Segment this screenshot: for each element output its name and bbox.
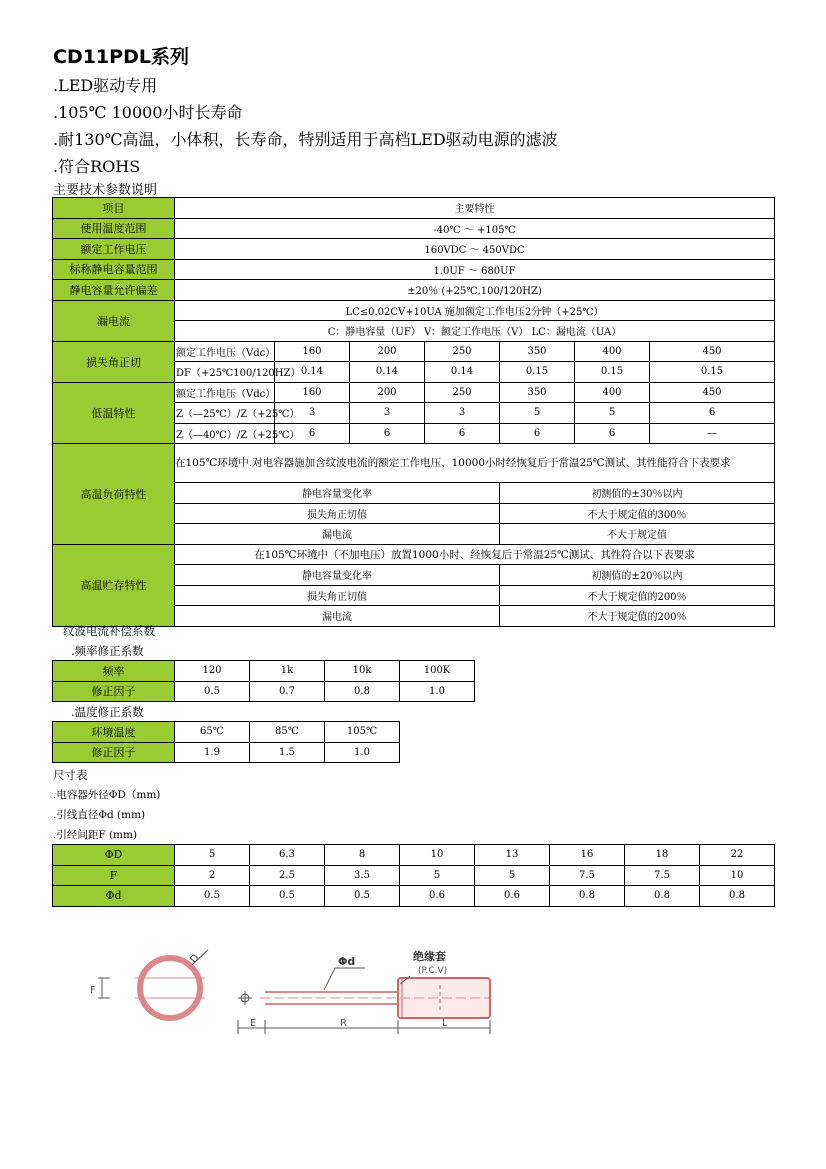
- table-cell: 450: [650, 341, 775, 362]
- table-cell: 0.14: [275, 362, 350, 383]
- table-cell: 250: [425, 382, 500, 403]
- table-cell: 200: [350, 382, 425, 403]
- table-cell: 不大于规定值的200％: [500, 585, 775, 606]
- feature-line: .耐130℃高温，小体积，长寿命，特别适用于高档LED驱动电源的滤波: [53, 130, 558, 149]
- table-cell: 不大于规定值的300％: [500, 503, 775, 524]
- spec-heading: 主要技术参数说明: [53, 183, 158, 198]
- table-cell: 不大于规定值的200％: [500, 606, 775, 627]
- dimension-note: .引经间距F (mm): [53, 829, 138, 841]
- load-life-label: 高温负荷特性: [53, 444, 175, 545]
- table-cell: 漏电流: [175, 606, 500, 627]
- table-cell: 2.5: [250, 865, 325, 886]
- tolerance-value: ±20％ (+25℃.100/120HZ): [175, 280, 775, 301]
- table-cell: 0.8: [625, 886, 700, 907]
- table-cell: 10k: [325, 661, 400, 682]
- f-dim-label: F: [90, 985, 96, 996]
- table-cell: 160: [275, 382, 350, 403]
- freq-table: [52, 660, 475, 702]
- d-dim-label: D: [188, 952, 202, 966]
- table-row: [53, 742, 400, 763]
- rated-voltage-label: 额定工作电压: [53, 239, 175, 260]
- table-row: [53, 865, 775, 886]
- spec-table: [52, 197, 775, 627]
- table-cell: 初测值的±20％以内: [500, 565, 775, 586]
- table-cell: 6: [650, 403, 775, 424]
- table-cell: 10: [700, 865, 775, 886]
- table-cell: 13: [475, 845, 550, 866]
- table-cell: 7.5: [550, 865, 625, 886]
- feature-line: .105℃ 10000小时长寿命: [53, 103, 243, 122]
- table-cell: 初测值的±30％以内: [500, 483, 775, 504]
- table-cell: 6: [425, 423, 500, 444]
- table-cell: 0.8: [700, 886, 775, 907]
- table-cell: 105℃: [325, 722, 400, 743]
- temp-range-value: -40℃ ～ +105℃: [175, 218, 775, 239]
- table-cell: 0.8: [325, 681, 400, 702]
- table-cell: 120: [175, 661, 250, 682]
- table-cell: 6.3: [250, 845, 325, 866]
- dimension-note: .电容器外径ΦD（mm): [53, 789, 161, 801]
- load-life-desc: 在105℃环境中.对电容器施加含纹波电流的额定工作电压、10000小时经恢复后于常温25℃测试、其性能符合下表要求: [175, 444, 775, 483]
- table-cell: 0.14: [425, 362, 500, 383]
- table-cell: 6: [500, 423, 575, 444]
- dim-label: F: [53, 865, 175, 886]
- table-cell: 静电容量变化率: [175, 565, 500, 586]
- table-cell: 18: [625, 845, 700, 866]
- table-cell: 静电容量变化率: [175, 483, 500, 504]
- table-cell: 0.15: [650, 362, 775, 383]
- table-row: [53, 722, 400, 743]
- table-cell: 5: [400, 865, 475, 886]
- table-cell: 5: [175, 845, 250, 866]
- factor-label: 修正因子: [53, 742, 175, 763]
- table-row: [53, 444, 775, 483]
- factor-label: 修正因子: [53, 681, 175, 702]
- table-cell: 5: [475, 865, 550, 886]
- leakage-formula: LC≤0.02CV+10UA 施加额定工作电压2分钟（+25℃）: [175, 300, 775, 321]
- table-cell: 350: [500, 382, 575, 403]
- table-cell: 0.5: [250, 886, 325, 907]
- table-cell: 0.14: [350, 362, 425, 383]
- ripple-heading: 纹波电流补偿系数: [63, 624, 155, 638]
- shelf-life-label: 高温贮存特性: [53, 544, 175, 626]
- table-cell: 22: [700, 845, 775, 866]
- freq-label: 频率: [53, 661, 175, 682]
- df-label: 损失角正切: [53, 341, 175, 382]
- table-cell: 0.5: [175, 681, 250, 702]
- capacitor-diagram: [80, 940, 520, 1050]
- sleeve-label: 绝缘套: [413, 950, 446, 963]
- table-cell: 16: [550, 845, 625, 866]
- e-dim-label: E: [250, 1018, 257, 1029]
- table-cell: 7.5: [625, 865, 700, 886]
- table-cell: 5: [500, 403, 575, 424]
- table-cell: 1.0: [325, 742, 400, 763]
- table-cell: 3: [275, 403, 350, 424]
- table-cell: 漏电流: [175, 524, 500, 545]
- page-title: CD11PDL系列: [53, 46, 189, 68]
- table-cell: 2: [175, 865, 250, 886]
- table-cell: 200: [350, 341, 425, 362]
- header-item: 项目: [53, 198, 175, 219]
- low-temp-voltage-label: 额定工作电压（Vdc）: [175, 382, 275, 403]
- table-row: [53, 661, 475, 682]
- table-cell: 85℃: [250, 722, 325, 743]
- table-row: [53, 341, 775, 362]
- table-cell: 350: [500, 341, 575, 362]
- table-cell: 损失角正切值: [175, 585, 500, 606]
- table-cell: 0.6: [400, 886, 475, 907]
- table-cell: 1k: [250, 661, 325, 682]
- table-cell: 5: [575, 403, 650, 424]
- table-row: [53, 280, 775, 301]
- z25-label: Z（—25℃）/Z（+25℃）: [175, 403, 275, 424]
- header-value: 主要特性: [175, 198, 775, 219]
- table-cell: 6: [575, 423, 650, 444]
- table-row: [53, 259, 775, 280]
- table-cell: 3: [350, 403, 425, 424]
- table-row: [53, 886, 775, 907]
- temp-table: [52, 721, 400, 763]
- table-row: [53, 681, 475, 702]
- table-row: [53, 300, 775, 321]
- table-row: [53, 544, 775, 565]
- table-cell: 100K: [400, 661, 475, 682]
- tolerance-label: 静电容量允许偏差: [53, 280, 175, 301]
- table-cell: 损失角正切值: [175, 503, 500, 524]
- dimensions-heading: 尺寸表: [53, 768, 88, 782]
- table-cell: 0.6: [475, 886, 550, 907]
- table-cell: 400: [575, 341, 650, 362]
- temp-heading: .温度修正系数: [71, 705, 144, 719]
- rated-voltage-value: 160VDC ～ 450VDC: [175, 239, 775, 260]
- table-cell: 400: [575, 382, 650, 403]
- table-row: [53, 198, 775, 219]
- capacitance-range-label: 标称静电容量范围: [53, 259, 175, 280]
- table-cell: 3.5: [325, 865, 400, 886]
- r-dim-label: R: [340, 1018, 347, 1029]
- sleeve-sub-label: (P.C.V): [418, 966, 448, 976]
- table-cell: 10: [400, 845, 475, 866]
- dim-label: ΦD: [53, 845, 175, 866]
- capacitance-range-value: 1.0UF ～ 680UF: [175, 259, 775, 280]
- temp-range-label: 使用温度范围: [53, 218, 175, 239]
- table-cell: 0.5: [325, 886, 400, 907]
- leakage-legend: C：静电容量（UF） V：额定工作电压（V） LC：漏电流（UA）: [175, 321, 775, 342]
- table-row: [53, 845, 775, 866]
- df-voltage-label: 额定工作电压（Vdc）: [175, 341, 275, 362]
- table-cell: 450: [650, 382, 775, 403]
- table-cell: 0.15: [575, 362, 650, 383]
- table-row: [53, 382, 775, 403]
- dim-label: Φd: [53, 886, 175, 907]
- df-value-label: DF（+25℃100/120HZ）: [175, 362, 275, 383]
- table-cell: 1.9: [175, 742, 250, 763]
- table-cell: 160: [275, 341, 350, 362]
- table-cell: 0.15: [500, 362, 575, 383]
- table-cell: 1.0: [400, 681, 475, 702]
- feature-line: .LED驱动专用: [53, 76, 158, 95]
- shelf-life-desc: 在105℃环境中（不加电压）放置1000小时、经恢复后于常温25℃测试、其性符合以下表要求: [175, 544, 775, 565]
- table-cell: 250: [425, 341, 500, 362]
- z40-label: Z（—40℃）/Z（+25℃）: [175, 423, 275, 444]
- lead-diameter-label: Φd: [338, 955, 356, 968]
- leakage-label: 漏电流: [53, 300, 175, 341]
- table-cell: 0.7: [250, 681, 325, 702]
- low-temp-label: 低温特性: [53, 382, 175, 444]
- table-cell: 0.8: [550, 886, 625, 907]
- l-dim-label: L: [442, 1018, 448, 1029]
- dimension-note: .引线直径Φd (mm): [53, 809, 146, 821]
- capacitor-end-view: [140, 958, 200, 1018]
- table-row: [53, 218, 775, 239]
- env-temp-label: 环境温度: [53, 722, 175, 743]
- table-cell: 1.5: [250, 742, 325, 763]
- freq-heading: .频率修正系数: [71, 644, 144, 658]
- table-cell: 0.5: [175, 886, 250, 907]
- table-cell: 65℃: [175, 722, 250, 743]
- table-cell: 6: [275, 423, 350, 444]
- table-cell: 不大于规定值: [500, 524, 775, 545]
- table-row: [53, 239, 775, 260]
- feature-line: .符合ROHS: [53, 157, 141, 176]
- table-cell: 3: [425, 403, 500, 424]
- table-cell: 6: [350, 423, 425, 444]
- table-cell: —: [650, 423, 775, 444]
- dimensions-table: [52, 844, 775, 907]
- table-cell: 8: [325, 845, 400, 866]
